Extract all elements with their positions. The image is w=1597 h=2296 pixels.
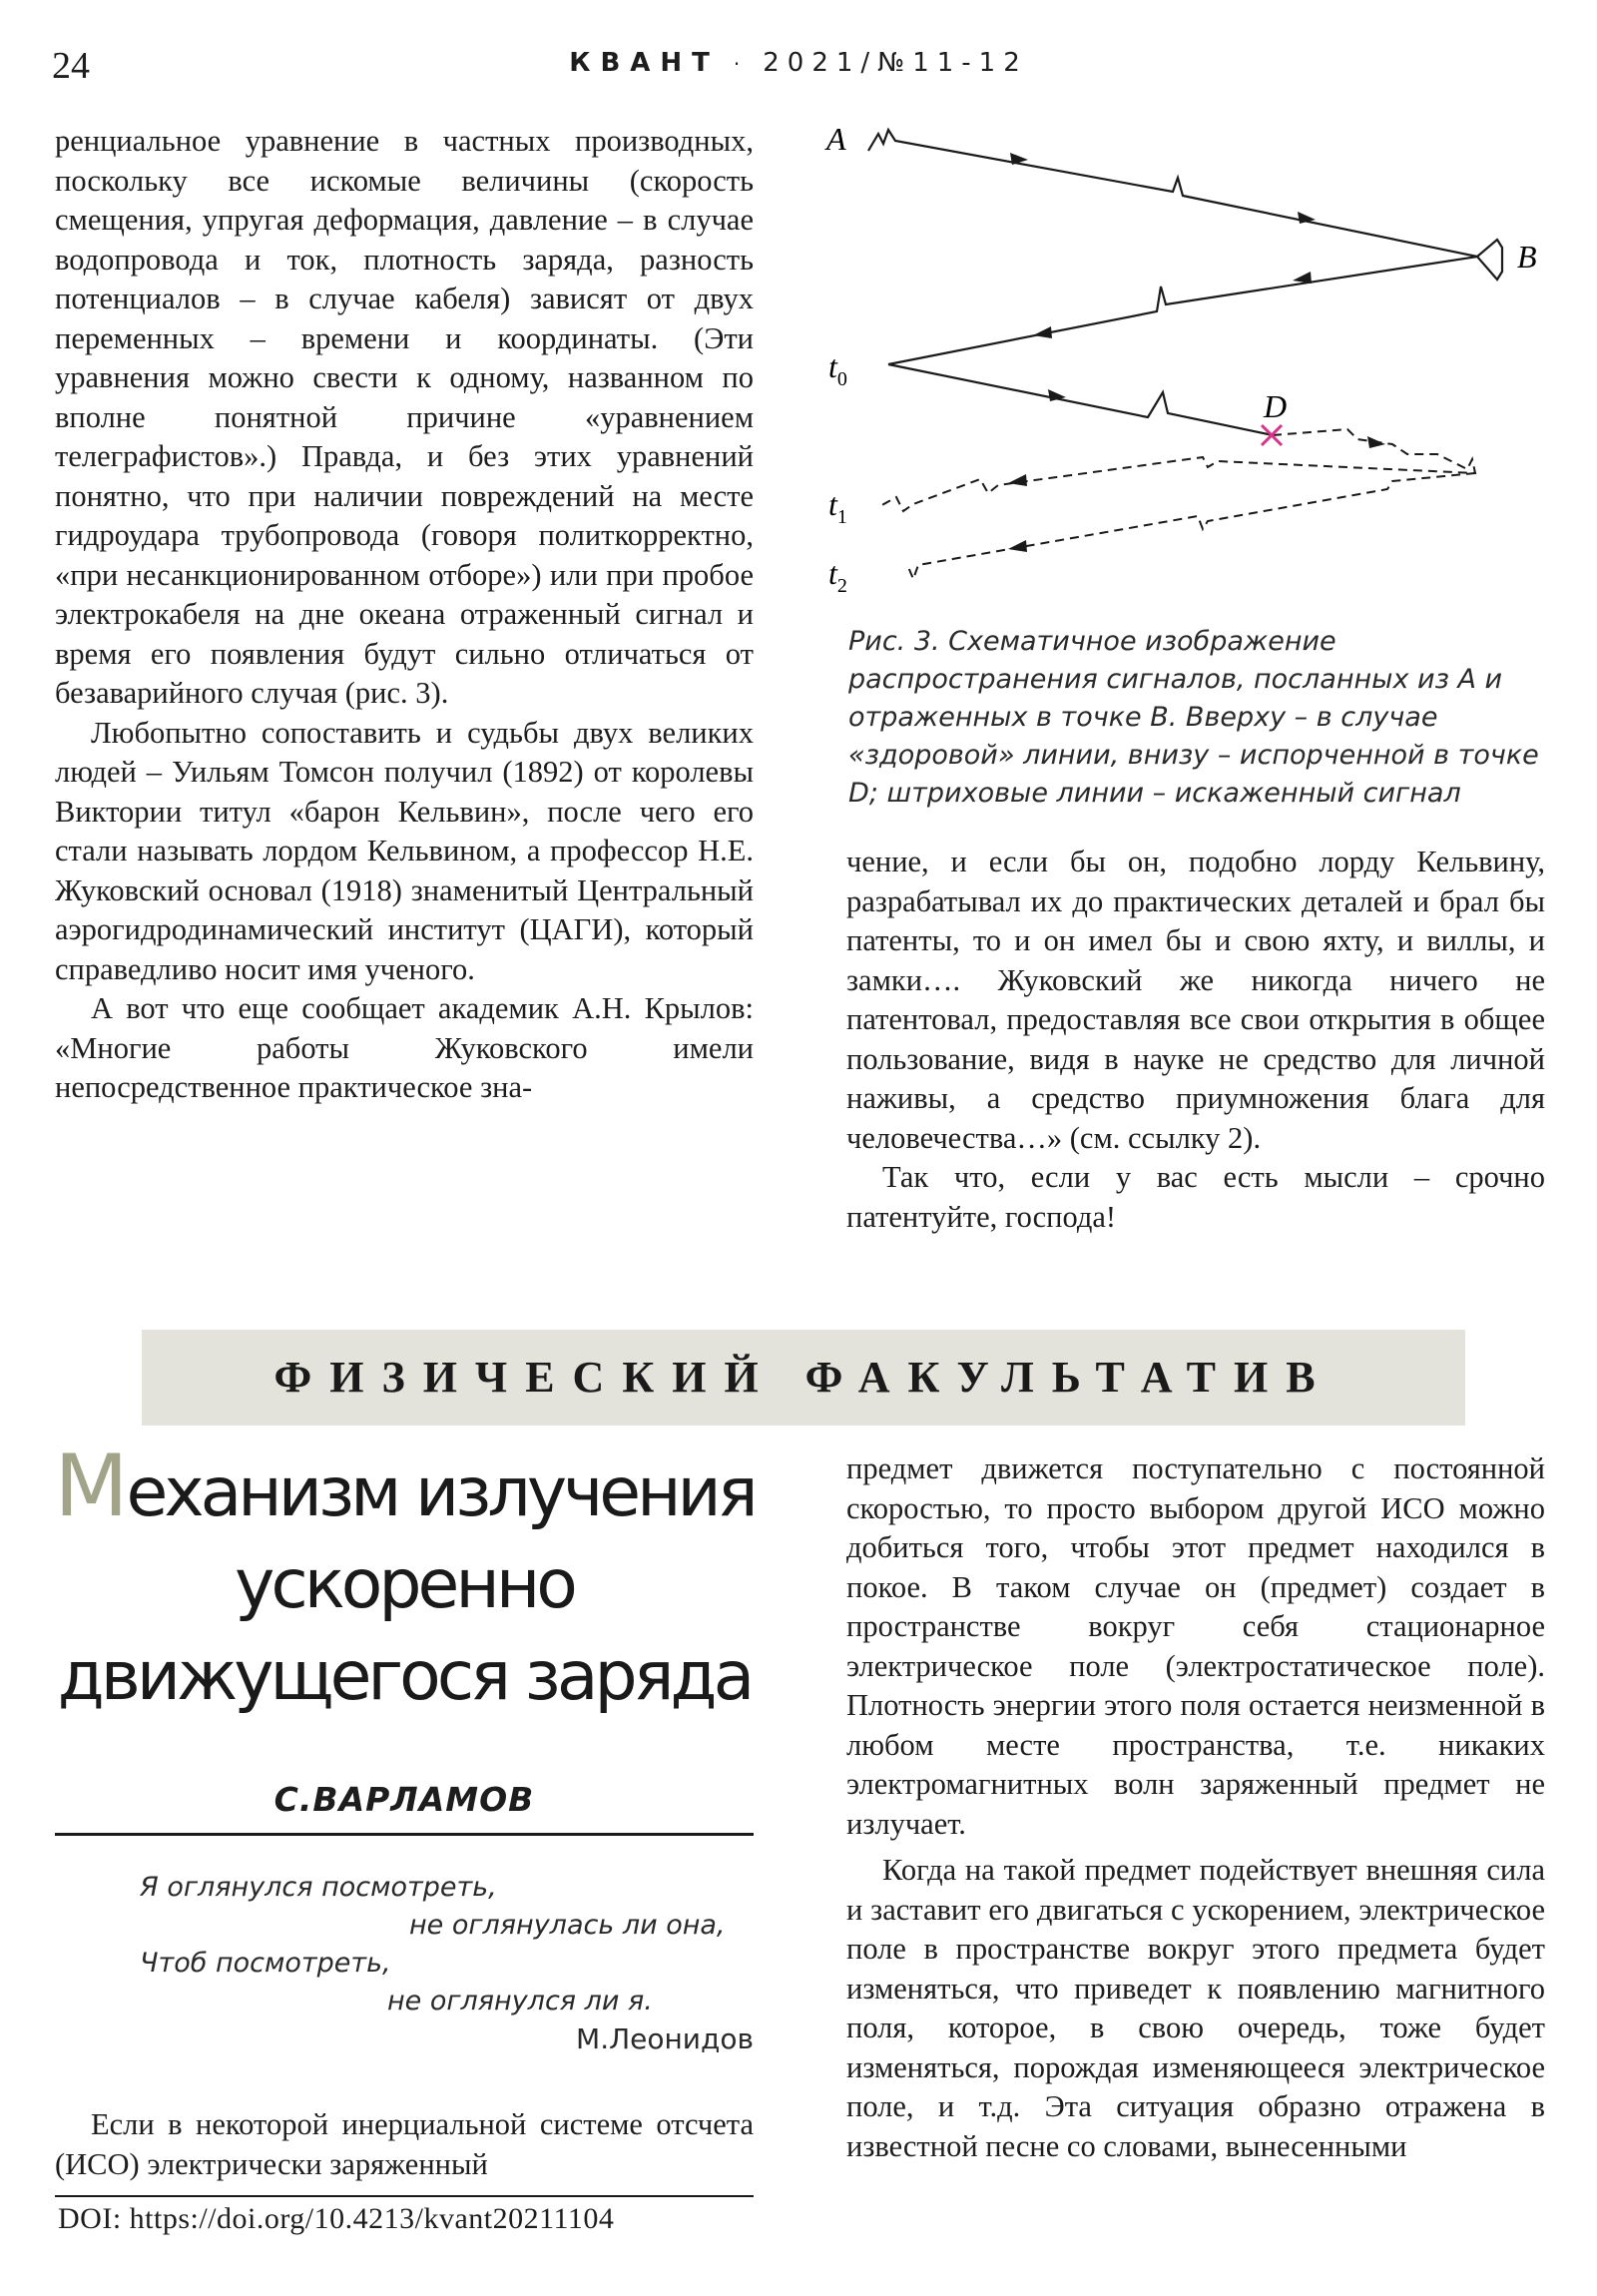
title-line-2: ускоренно bbox=[235, 1545, 574, 1624]
left-column-bottom bbox=[55, 2105, 754, 2184]
label-t0-sub: 0 bbox=[836, 368, 847, 390]
label-t0 bbox=[828, 348, 847, 390]
title-line-1 bbox=[45, 1436, 764, 1539]
figure-caption: Рис. 3. Схематичное изображение распространения сигналов, посланных из А и отраженных в точке В. Вверху – в случае «здоровой» линии, внизу – испорченной в точке D; штриховые линии – искаженный сигнал bbox=[848, 626, 1539, 809]
signal-a-to-b bbox=[868, 130, 1477, 257]
arrow-left bbox=[1008, 540, 1027, 552]
left-column-top bbox=[55, 122, 754, 1108]
distorted-signal bbox=[878, 429, 1475, 579]
label-b: B bbox=[1517, 239, 1537, 275]
label-t1-main: t bbox=[828, 486, 837, 522]
distorted-arrows bbox=[1008, 436, 1385, 552]
healthy-line-signal bbox=[868, 130, 1502, 435]
arrow-right bbox=[1367, 436, 1385, 448]
label-t2 bbox=[828, 555, 847, 597]
epigraph-line: не оглянулась ли она, bbox=[409, 1910, 726, 1941]
paragraph: Любопытно сопоставить и судьбы двух великих людей – Уильям Томсон получил (1892) от королевы Виктории титул «барон Кельвин», после чего его стали называть лордом Кельвином, а профессор Н.Е. Жуковский основал (1918) знаменитый Центральный аэрогидродинамический институт (ЦАГИ), который справедливо носит имя ученого. bbox=[55, 715, 754, 986]
article-title bbox=[45, 1436, 764, 1723]
arrow-left bbox=[1033, 326, 1052, 338]
label-t2-sub: 2 bbox=[836, 575, 847, 597]
author-name: С.ВАРЛАМОВ bbox=[273, 1780, 535, 1819]
epigraph-line: не оглянулся ли я. bbox=[387, 1986, 653, 2016]
label-t2-main: t bbox=[828, 555, 837, 591]
author-divider bbox=[55, 1833, 754, 1836]
right-column-bottom bbox=[846, 1449, 1545, 2166]
paragraph: Так что, если у вас есть мысли – срочно патентуйте, господа! bbox=[846, 1160, 1545, 1234]
doi-divider bbox=[55, 2195, 754, 2197]
epigraph-attribution: М.Леонидов bbox=[576, 2022, 754, 2055]
title-line-3: движущегося заряда bbox=[57, 1637, 752, 1716]
paragraph: ренциальное уравнение в частных производных, поскольку все искомые величины (скорость смещения, упругая деформация, давление – в случае водопровода и ток, плотность заряда, разность потенциалов – в случае кабеля) зависят от двух переменных – времени и координаты. (Эти уравнения можно свести к одному, названном по вполне понятной причине «уравнением телеграфистов».) Правда, и без этих уравнений понятно, что при наличии повреждений на месте гидроудара трубопровода (говоря политкорректно, «при несанкционированном отборе») или при пробое электрокабеля на дне океана отраженный сигнал и время его появления будут сильно отличаться от безаварийного случая (рис. 3). bbox=[55, 124, 754, 710]
label-a: A bbox=[826, 121, 846, 157]
label-d: D bbox=[1264, 388, 1288, 424]
right-column-top bbox=[846, 843, 1545, 1237]
doi-link[interactable]: DOI: https://doi.org/10.4213/kvant20211104 bbox=[58, 2202, 615, 2235]
signal-b-to-t0 bbox=[888, 240, 1502, 364]
epigraph-line: Я оглянулся посмотреть, bbox=[140, 1872, 497, 1903]
epigraph bbox=[140, 1869, 754, 2058]
label-t1-sub: 1 bbox=[836, 506, 847, 528]
epigraph-line: Чтоб посмотреть, bbox=[140, 1948, 391, 1979]
paragraph: Когда на такой предмет подействует внешняя сила и заставит его двигаться с ускорением, электрическое поле в пространстве вокруг этого предмета будет изменяться, что приведет к появлению магнитного поля, которое, в свою очередь, тоже будет изменяться, порождая изменяющееся электрическое поле, и т.д. Эта ситуация образно отражена в известной песне со словами, вынесенными bbox=[846, 1853, 1545, 2163]
figure-3-diagram bbox=[808, 110, 1567, 629]
title-line-1-text: еханизм излучения bbox=[126, 1453, 755, 1532]
paragraph: чение, и если бы он, подобно лорду Кельвину, разрабатывал их до практических деталей и брал бы патенты, то и он имел бы и свою яхту, и виллы, и замки…. Жуковский же никогда ничего не патентовал, предоставляя все свои открытия в общее пользование, видя в науке не средство для личной наживы, а средство приумножения блага для человечества…» (см. ссылку 2). bbox=[846, 845, 1545, 1155]
header-separator: · bbox=[733, 52, 750, 76]
label-t0-main: t bbox=[828, 348, 837, 384]
running-head bbox=[0, 48, 1597, 78]
paragraph: предмет движется поступательно с постоянной скоростью, то просто выбором другой ИСО можно добиться того, чтобы этот предмет находился в покое. В таком случае он (предмет) создает в пространстве вокруг себя стационарное электрическое поле (электростатическое поле). Плотность энергии этого поля остается неизменной в любом месте пространства, т.е. никаких электромагнитных волн заряженный предмет не излучает. bbox=[846, 1451, 1545, 1841]
issue-number: 2021/№11-12 bbox=[763, 48, 1028, 78]
signal-d-to-t1 bbox=[878, 429, 1475, 511]
title-initial: М bbox=[54, 1436, 127, 1536]
paragraph: А вот что еще сообщает академик А.Н. Крылов: «Многие работы Жуковского имели непосредственное практическое зна- bbox=[55, 991, 754, 1104]
page-number: 24 bbox=[52, 45, 90, 87]
label-t1 bbox=[828, 486, 847, 528]
magazine-name: КВАНТ bbox=[569, 48, 720, 78]
paragraph: Если в некоторой инерциальной системе отсчета (ИСО) электрически заряженный bbox=[55, 2107, 754, 2181]
section-banner: ФИЗИЧЕСКИЙ ФАКУЛЬТАТИВ bbox=[142, 1330, 1465, 1426]
arrow-left bbox=[1293, 272, 1312, 284]
signal-t0-to-d bbox=[888, 364, 1273, 435]
